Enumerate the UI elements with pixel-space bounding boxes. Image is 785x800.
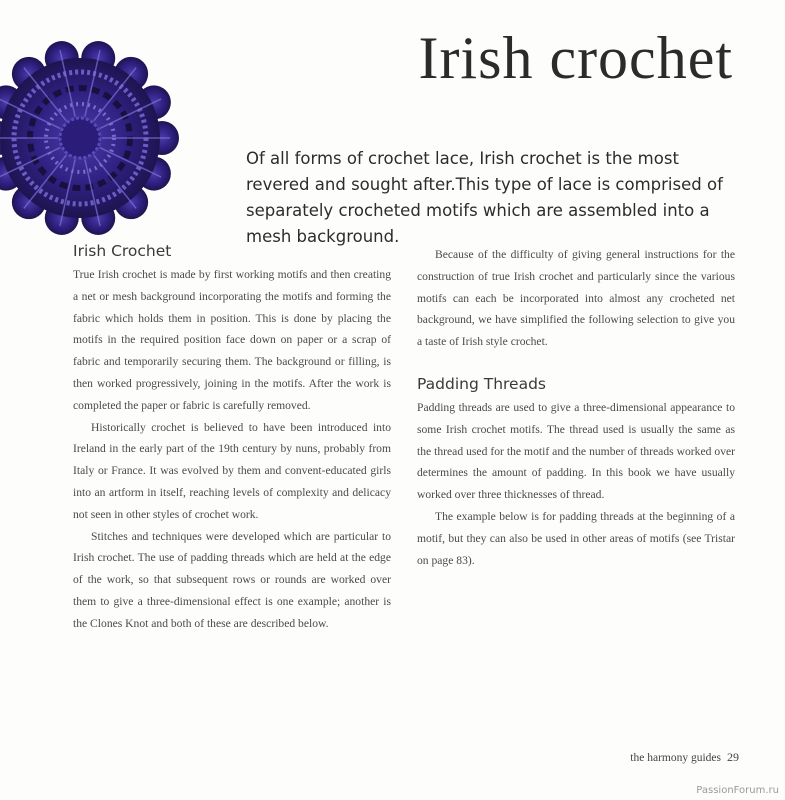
page-number: 29 xyxy=(727,750,739,764)
right-column xyxy=(417,244,735,571)
crochet-motif-image xyxy=(0,38,180,238)
left-column xyxy=(73,242,391,635)
watermark: PassionForum.ru xyxy=(696,785,779,796)
section-heading-irish-crochet: Irish Crochet xyxy=(73,242,172,260)
section-heading-padding-threads: Padding Threads xyxy=(417,374,546,393)
paragraph: The example below is for padding threads at the beginning of a motif, but they can also be used in other areas of motifs (see Tristar on page 83). xyxy=(417,509,735,567)
paragraph: Because of the difficulty of giving general instructions for the construction of true Irish crochet and particularly since the various motifs can each be incorporated into almost any crocheted net background, we have simplified the following selection to give you a taste of Irish style crochet. xyxy=(417,248,735,349)
paragraph: Stitches and techniques were developed which are particular to Irish crochet. The use of padding threads which are held at the edge of the work, so that subsequent rows or rounds are worked over them to give a three-dimensional effect is one example; another is the Clones Knot and both of these are described below. xyxy=(73,529,391,630)
series-name: the harmony guides xyxy=(630,752,721,764)
page-title: Irish crochet xyxy=(418,25,733,91)
page-footer xyxy=(630,750,739,765)
paragraph: Historically crochet is believed to have been introduced into Ireland in the early part of the 19th century by nuns, probably from Italy or France. It was evolved by them and convent-educated girls into an artform in itself, reaching levels of complexity and delicacy not seen in other styles of crochet work. xyxy=(73,420,391,521)
intro-paragraph: Of all forms of crochet lace, Irish crochet is the most revered and sought after.This type of lace is comprised of separately crocheted motifs which are assembled into a mesh background. xyxy=(246,149,723,246)
paragraph: Padding threads are used to give a three-dimensional appearance to some Irish crochet motifs. The thread used is usually the same as the thread used for the motif and the number of threads worked over determines the amount of padding. In this book we have usually worked over three thicknesses of thread. xyxy=(417,400,735,502)
paragraph: True Irish crochet is made by first working motifs and then creating a net or mesh background incorporating the motifs and forming the fabric which holds them in position. This is done by placing the motifs in the required position face down on paper or a scrap of fabric and temporarily securing them. The background or filling, is then worked progressively, joining in the motifs. After the work is completed the paper or fabric is carefully removed. xyxy=(73,268,391,412)
